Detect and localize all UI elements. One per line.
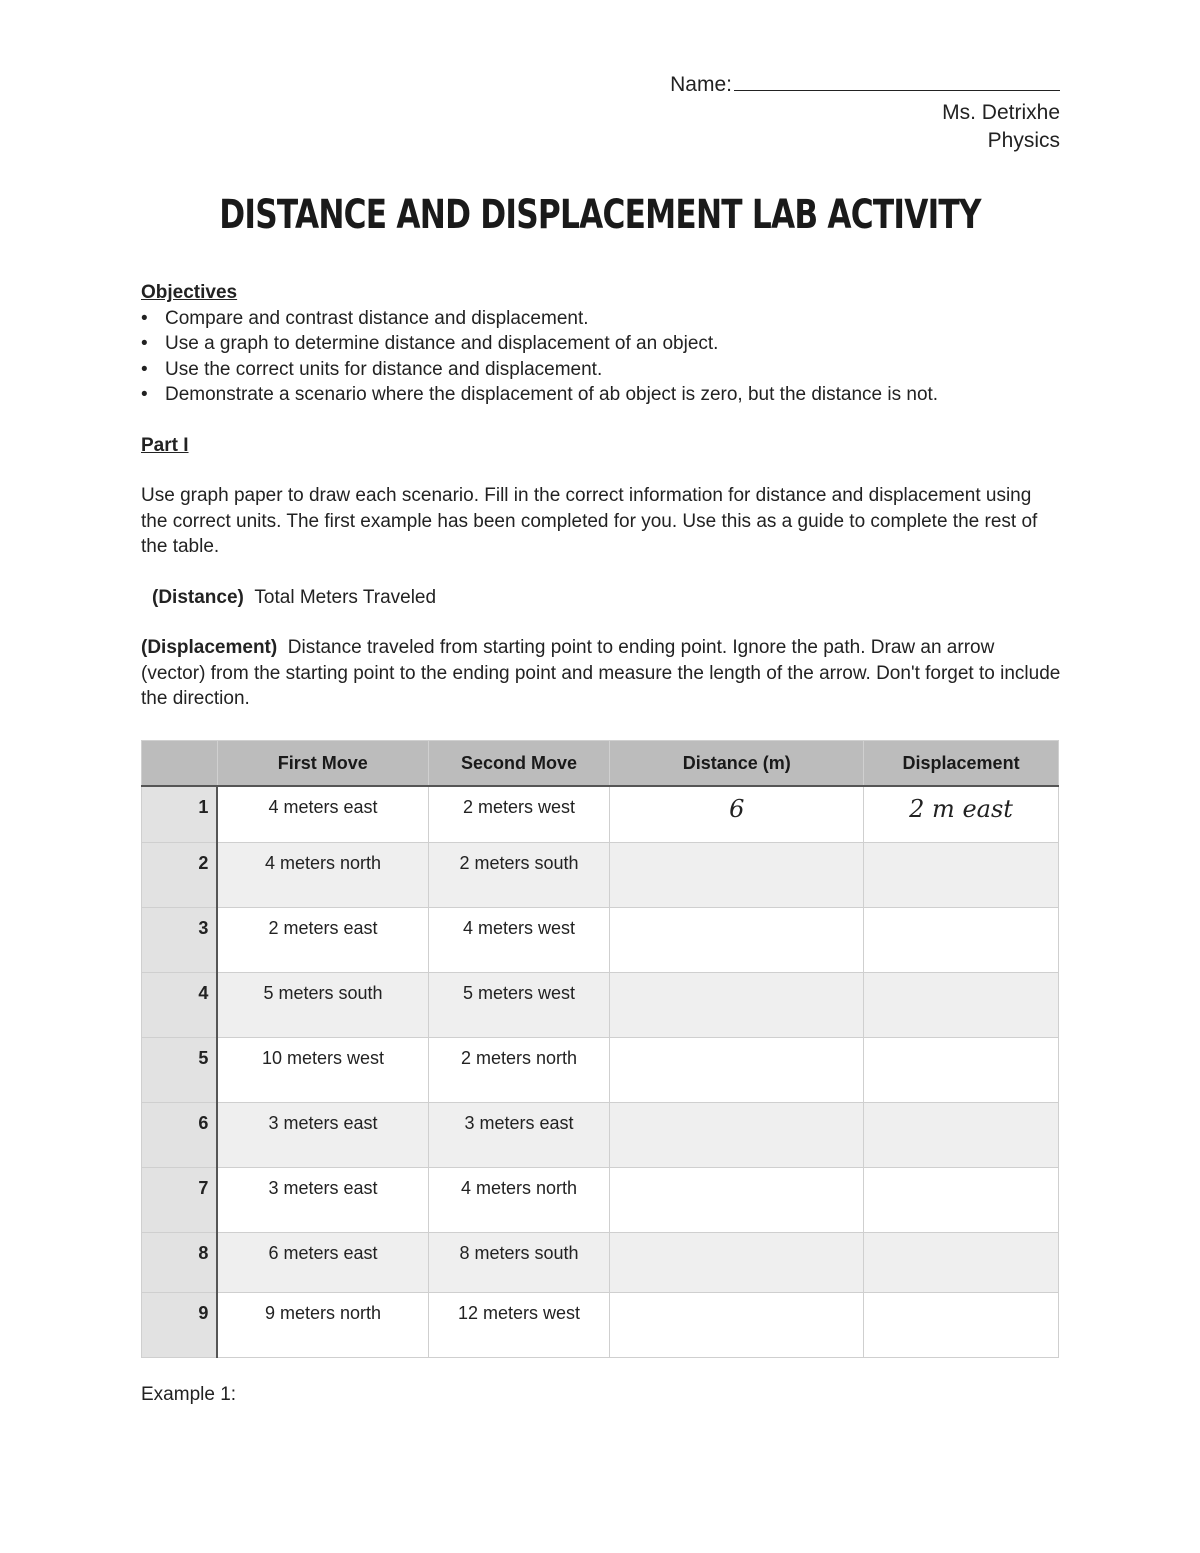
- table-header-row: [142, 741, 1059, 787]
- displacement-cell[interactable]: [864, 972, 1059, 1037]
- first-move-cell: 6 meters east: [217, 1232, 428, 1292]
- header-block: [670, 70, 1060, 155]
- row-number: 7: [142, 1167, 218, 1232]
- distance-cell[interactable]: [610, 1167, 864, 1232]
- bullet-icon: •: [141, 307, 148, 329]
- displacement-cell[interactable]: [864, 842, 1059, 907]
- objective-text: Compare and contrast distance and displacement.: [165, 307, 589, 329]
- second-move-cell: 2 meters west: [428, 786, 610, 842]
- header-second-move: Second Move: [428, 741, 610, 787]
- objective-item: [141, 382, 1061, 408]
- second-move-cell: 8 meters south: [428, 1232, 610, 1292]
- second-move-cell: 4 meters west: [428, 907, 610, 972]
- table-row: [142, 842, 1059, 907]
- objectives-list: [141, 306, 1061, 408]
- header-distance: Distance (m): [610, 741, 864, 787]
- distance-cell[interactable]: [610, 1102, 864, 1167]
- distance-cell[interactable]: [610, 972, 864, 1037]
- table-row: [142, 1232, 1059, 1292]
- row-number: 9: [142, 1292, 218, 1357]
- objective-item: [141, 306, 1061, 332]
- name-label: Name:: [670, 73, 732, 96]
- distance-cell[interactable]: [610, 907, 864, 972]
- first-move-cell: 4 meters east: [217, 786, 428, 842]
- teacher-name: Ms. Detrixhe: [942, 101, 1060, 124]
- row-number: 3: [142, 907, 218, 972]
- distance-cell[interactable]: [610, 842, 864, 907]
- distance-def-text: Total Meters Traveled: [254, 586, 437, 608]
- first-move-cell: 9 meters north: [217, 1292, 428, 1357]
- row-number: 5: [142, 1037, 218, 1102]
- first-move-cell: 10 meters west: [217, 1037, 428, 1102]
- row-number: 8: [142, 1232, 218, 1292]
- distance-cell[interactable]: [610, 1037, 864, 1102]
- bullet-icon: •: [141, 384, 148, 405]
- first-move-cell: 3 meters east: [217, 1102, 428, 1167]
- displacement-cell[interactable]: [864, 1167, 1059, 1232]
- displacement-cell[interactable]: [864, 907, 1059, 972]
- displacement-def-text: Distance traveled from starting point to ending point. Ignore the path. Draw an arrow (vector) from the starting point to the ending point and measure the length of the arrow. Don't forget to include the direction.: [141, 637, 1061, 709]
- header-displacement: Displacement: [864, 741, 1059, 787]
- displacement-label: (Displacement): [141, 637, 278, 658]
- row-number: 1: [142, 786, 218, 842]
- distance-label: (Distance): [152, 586, 244, 608]
- first-move-cell: 4 meters north: [217, 842, 428, 907]
- displacement-cell[interactable]: [864, 1232, 1059, 1292]
- objective-text: Use a graph to determine distance and displacement of an object.: [165, 333, 719, 354]
- page-title: DISTANCE AND DISPLACEMENT LAB ACTIVITY: [219, 192, 981, 238]
- name-blank-field[interactable]: [734, 70, 1060, 91]
- distance-cell[interactable]: [610, 1232, 864, 1292]
- name-line: [670, 70, 1060, 99]
- motion-table: [141, 740, 1059, 1358]
- table-row: [142, 1292, 1059, 1357]
- second-move-cell: 2 meters south: [428, 842, 610, 907]
- main-content: [141, 280, 1061, 712]
- first-move-cell: 5 meters south: [217, 972, 428, 1037]
- table-row: [142, 972, 1059, 1037]
- table-row: [142, 786, 1059, 842]
- second-move-cell: 2 meters north: [428, 1037, 610, 1102]
- first-move-cell: 3 meters east: [217, 1167, 428, 1232]
- second-move-cell: 5 meters west: [428, 972, 610, 1037]
- objective-text: Use the correct units for distance and displacement.: [165, 358, 603, 380]
- distance-cell[interactable]: [610, 1292, 864, 1357]
- first-move-cell: 2 meters east: [217, 907, 428, 972]
- header-blank: [142, 741, 218, 787]
- objective-item: [141, 331, 1061, 357]
- row-number: 6: [142, 1102, 218, 1167]
- displacement-cell[interactable]: [864, 1037, 1059, 1102]
- distance-cell[interactable]: 6: [610, 786, 864, 842]
- table-row: [142, 1037, 1059, 1102]
- table-row: [142, 1102, 1059, 1167]
- second-move-cell: 12 meters west: [428, 1292, 610, 1357]
- second-move-cell: 4 meters north: [428, 1167, 610, 1232]
- row-number: 4: [142, 972, 218, 1037]
- objective-item: [141, 357, 1061, 383]
- distance-definition: [141, 585, 1061, 611]
- objective-text: Demonstrate a scenario where the displacement of ab object is zero, but the distance is not.: [165, 384, 939, 405]
- objectives-heading: Objectives: [141, 282, 238, 303]
- part1-heading: Part I: [141, 434, 189, 456]
- table-row: [142, 907, 1059, 972]
- displacement-cell[interactable]: [864, 1292, 1059, 1357]
- bullet-icon: •: [141, 333, 148, 354]
- row-number: 2: [142, 842, 218, 907]
- header-first-move: First Move: [217, 741, 428, 787]
- part1-instructions: Use graph paper to draw each scenario. Fill in the correct information for distance and displacement using the correct units. The first example has been completed for you. Use this as a guide to complete the rest of the table.: [141, 485, 1038, 557]
- displacement-cell[interactable]: [864, 1102, 1059, 1167]
- second-move-cell: 3 meters east: [428, 1102, 610, 1167]
- example-label: Example 1:: [141, 1384, 237, 1405]
- bullet-icon: •: [141, 358, 148, 380]
- displacement-cell[interactable]: 2 m east: [864, 786, 1059, 842]
- subject-name: Physics: [987, 129, 1060, 152]
- displacement-definition: [141, 635, 1061, 712]
- table-row: [142, 1167, 1059, 1232]
